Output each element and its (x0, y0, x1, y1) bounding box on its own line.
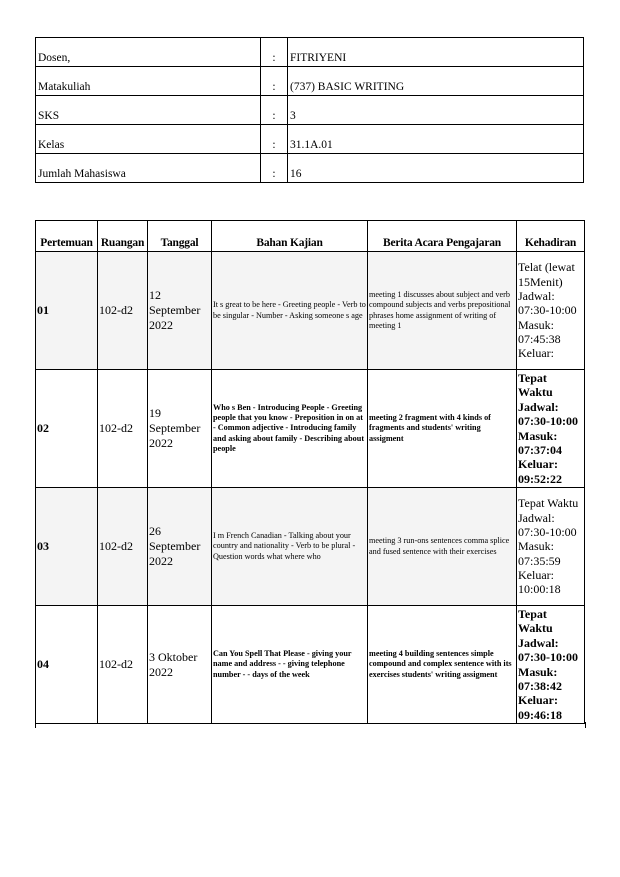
attendance-in: Masuk: 07:45:38 (518, 317, 561, 347)
attendance-cell (517, 252, 585, 370)
date-cell: 19 September 2022 (148, 370, 212, 488)
attendance-cell (517, 488, 585, 606)
date-cell: 26 September 2022 (148, 488, 212, 606)
attendance-cell (517, 370, 585, 488)
info-label: Dosen, (36, 38, 261, 67)
header-material: Bahan Kajian (212, 221, 368, 252)
attendance-schedule: Jadwal: 07:30-10:00 (518, 510, 577, 539)
header-attendance: Kehadiran (517, 221, 585, 252)
info-value: (737) BASIC WRITING (288, 67, 584, 96)
table-row (36, 370, 585, 488)
meeting-number: 01 (36, 252, 98, 370)
info-label: Jumlah Mahasiswa (36, 154, 261, 183)
info-label: Matakuliah (36, 67, 261, 96)
table-row (36, 252, 585, 370)
date-cell: 12 September 2022 (148, 252, 212, 370)
meeting-number: 02 (36, 370, 98, 488)
info-separator: : (261, 38, 288, 67)
report-cell: meeting 2 fragment with 4 kinds of fragments and students' writing assigment (368, 370, 517, 488)
header-meeting: Pertemuan (36, 221, 98, 252)
attendance-schedule: Jadwal: 07:30-10:00 (518, 635, 578, 665)
attendance-in: Masuk: 07:37:04 (518, 428, 562, 457)
attendance-status: Tepat Waktu (518, 496, 579, 511)
header-report: Berita Acara Pengajaran (368, 221, 517, 252)
meetings-table (35, 220, 585, 724)
info-row-course (36, 67, 584, 96)
table-header-row (36, 221, 585, 252)
attendance-status: Tepat Waktu (518, 370, 553, 400)
attendance-cell (517, 606, 585, 724)
info-row-students (36, 154, 584, 183)
info-label: SKS (36, 96, 261, 125)
meeting-number: 03 (36, 488, 98, 606)
info-separator: : (261, 154, 288, 183)
table-row (36, 606, 585, 724)
attendance-out: Keluar: (518, 346, 554, 361)
attendance-in: Masuk: 07:38:42 (518, 664, 562, 693)
info-row-class (36, 125, 584, 154)
material-cell: Who s Ben - Introducing People - Greeting people that you know - Preposition in on at - Common adjective - Introducing family and asking about family - Describing about people (212, 370, 368, 488)
room-cell: 102-d2 (98, 252, 148, 370)
table-continuation (35, 722, 586, 728)
info-row-credits (36, 96, 584, 125)
material-cell: It s great to be here - Greeting people - Verb to be singular - Number - Asking someone s age (212, 252, 368, 370)
report-cell: meeting 1 discusses about subject and verb compound subjects and verbs prepositional phrases home assignment of writing of meeting 1 (368, 252, 517, 370)
attendance-in: Masuk: 07:35:59 (518, 539, 561, 568)
info-value: FITRIYENI (288, 38, 584, 67)
header-date: Tanggal (148, 221, 212, 252)
attendance-out: Keluar: 09:46:18 (518, 693, 562, 722)
info-separator: : (261, 96, 288, 125)
room-cell: 102-d2 (98, 370, 148, 488)
attendance-out: Keluar: 09:52:22 (518, 457, 562, 486)
attendance-schedule: Jadwal: 07:30-10:00 (518, 399, 578, 429)
header-room: Ruangan (98, 221, 148, 252)
meeting-number: 04 (36, 606, 98, 724)
table-row (36, 488, 585, 606)
info-separator: : (261, 67, 288, 96)
material-cell: I m French Canadian - Talking about your country and nationality - Verb to be plural - Question words what where who (212, 488, 368, 606)
date-cell: 3 Oktober 2022 (148, 606, 212, 724)
info-row-lecturer (36, 38, 584, 67)
attendance-status: Telat (lewat 15Menit) (518, 260, 575, 289)
info-value: 3 (288, 96, 584, 125)
attendance-schedule: Jadwal: 07:30-10:00 (518, 288, 577, 318)
room-cell: 102-d2 (98, 606, 148, 724)
attendance-out: Keluar: 10:00:18 (518, 568, 561, 597)
attendance-status: Tepat Waktu (518, 606, 553, 636)
info-label: Kelas (36, 125, 261, 154)
info-value: 16 (288, 154, 584, 183)
info-separator: : (261, 125, 288, 154)
course-info-table (35, 37, 584, 183)
report-cell: meeting 3 run-ons sentences comma splice and fused sentence with their exercises (368, 488, 517, 606)
info-value: 31.1A.01 (288, 125, 584, 154)
material-cell: Can You Spell That Please - giving your name and address - - giving telephone number - - days of the week (212, 606, 368, 724)
report-cell: meeting 4 building sentences simple compound and complex sentence with its exercises students' writing assigment (368, 606, 517, 724)
room-cell: 102-d2 (98, 488, 148, 606)
